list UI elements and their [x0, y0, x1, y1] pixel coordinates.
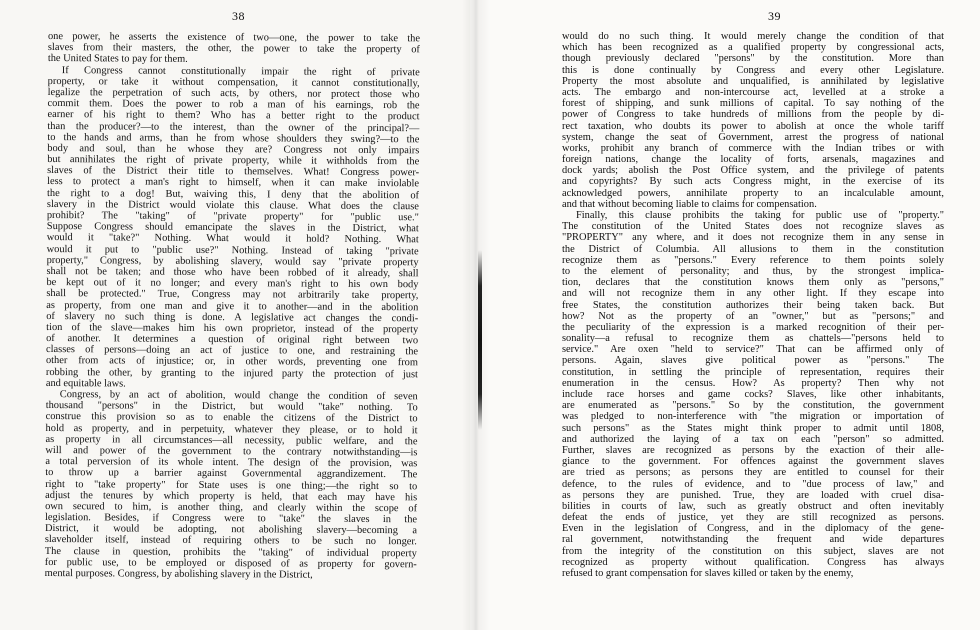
text-line: to the element of personality; and thus, by the strongest implica- — [562, 265, 944, 277]
text-line: enumeration in the census. How? As property? Then why not — [562, 377, 944, 389]
text-line: and equitable laws. — [45, 377, 126, 390]
left-page-text — [45, 31, 420, 581]
text-line: less to protect a man's right to himself, when it can make inviolable — [47, 176, 420, 190]
left-page-number: 38 — [232, 9, 245, 23]
text-line: acknowledged powers, annihilate property to an incalculable amount, — [562, 187, 944, 199]
text-line: Even in the legislation of Congress, and in the diplomacy of the gene- — [562, 523, 944, 535]
text-line: slavery in the District would violate this clause. What does the clause — [46, 198, 419, 213]
text-line: was pledged to non-interference with "the migration or importation of — [562, 411, 944, 423]
text-line: recognized as property without qualification. Congress has always — [562, 556, 944, 568]
text-line: legalize the perpetration of such acts, by others, nor protect those who — [47, 86, 420, 101]
text-line: earner of his right to them? Who has a better right to the product — [47, 109, 420, 123]
text-line: and will not recognize them in any other light. If they escape into — [562, 288, 944, 300]
text-line: own secured to him, is another thing, and clearly within the scope of — [45, 500, 418, 515]
text-line: Further, slaves are recognized as persons by the exaction of their alle- — [562, 444, 944, 456]
text-line: though previously declared "persons" by the constitution. More than — [562, 53, 944, 65]
text-line: to the hands and arms, than he from whose shoulders they swing?—to the — [47, 131, 420, 145]
text-line: service." Are oxen "held to service?" That can be affirmed only of — [562, 344, 944, 356]
text-line: thousand "persons" in the District, but would "take" nothing. To — [45, 400, 418, 414]
text-line: are enumerated as "persons." So by the constitution, the government — [562, 400, 944, 412]
text-line: property, or take it without compensation, it cannot constitutionally, — [47, 75, 420, 90]
text-line: hold as property, and in perpetuity, whatever they please, or to hold it — [45, 422, 418, 436]
text-line: the peculiarity of the expression is a marked recognition of their per- — [562, 321, 944, 333]
spine-shadow — [478, 250, 482, 430]
text-line: giance to the government. For offences against the government slaves — [562, 456, 944, 468]
text-line: as property, from one man and give it to another—and in the abolition — [46, 299, 419, 313]
text-line: a total perversion of its whole intent. The design of the provision, was — [45, 456, 418, 470]
text-line: construe this provision so as to enable the citizens of the District to — [45, 411, 418, 425]
text-line: If Congress cannot constitutionally impair the right of private — [61, 64, 420, 78]
text-line: shall not be taken; and those who have been robbed of it already, shall — [46, 265, 419, 280]
text-line: The clause in question, prohibits the "taking" of individual property — [44, 545, 417, 559]
text-line: The constitution of the United States does not recognize slaves as — [562, 221, 944, 233]
text-line: are tried as persons; as persons they are entitled to counsel for their — [562, 467, 944, 479]
text-line: will and power of the government to the contrary notwithstanding—is — [45, 444, 418, 459]
text-line: power of Congress to take hundreds of millions from the people by di- — [562, 109, 944, 121]
text-line: and copyrights? By such acts Congress might, in the exercise of its — [562, 176, 944, 188]
text-line: defeat the ends of justice, yet they are still recognized as persons. — [562, 512, 944, 524]
left-page — [0, 0, 470, 630]
text-line: works, prohibit any branch of commerce with the Indian tribes or with — [562, 142, 944, 154]
text-line: of another. It determines a question of original right between two — [46, 333, 419, 347]
text-line: the District of Columbia. All allusions to them in the constitution — [562, 243, 944, 255]
text-line: persons. Again, slaves give political power as "persons." The — [562, 355, 944, 367]
text-line: free States, the constitution authorizes their being taken back. But — [562, 299, 944, 311]
text-line: and authorized the laying of a tax on each "person" so admitted. — [562, 433, 944, 445]
text-line: refused to grant compensation for slaves killed or taken by the enemy, — [562, 568, 854, 579]
text-line: body and soul, than he whose they are? Congress not only impairs — [47, 142, 420, 157]
text-line: to throw up a barrier against Governmental aggrandizement. The — [45, 467, 418, 481]
text-line: which has been recognized as a qualified property by congressional acts, — [562, 42, 944, 54]
text-line: commit them. Does the power to rob a man of his earnings, rob the — [47, 98, 420, 112]
text-line: classes of persons—doing an act of justice to one, and restraining the — [46, 344, 419, 358]
text-line: for public use, to be employed or disposed of as property for govern- — [44, 556, 417, 571]
text-line: adjust the tenures by which property is held, that each may have his — [45, 489, 418, 503]
text-line: dock yards; abolish the Post Office system, and the privilege of patents — [562, 165, 944, 177]
text-line: other from acts of injustice; or, in other words, preventing one from — [45, 355, 419, 369]
text-line: rect taxation, who doubts its power to abolish at once the whole tariff — [562, 120, 944, 132]
text-line: acts. The embargo and non-intercourse act, levelled at a stroke a — [562, 86, 944, 98]
text-line: property," Congress, by abolishing slavery, would say "private property — [46, 254, 419, 269]
right-page-text — [562, 31, 944, 579]
text-line: District, it would be adopting, not abolishing slavery—becoming a — [44, 523, 417, 537]
right-page — [470, 0, 980, 630]
text-line: the right to a dog! But, waiving this, I deny that the abolition of — [46, 187, 420, 201]
text-line: than the producer?—to the interest, than the owner of the principal?— — [47, 120, 420, 134]
text-line: robbing the other, by granting to the injured party the protection of just — [45, 366, 418, 380]
text-line: bilities in courts of law, such as greatly obstruct and often inevitably — [562, 500, 944, 512]
text-line: Suppose Congress should emancipate the slaves in the District, what — [46, 221, 419, 235]
text-line: Congress, by an act of abolition, would change the condition of seven — [59, 389, 418, 403]
text-line: shall be protected." True, Congress may not arbitrarily take property, — [46, 288, 419, 302]
text-line: mental purposes. Congress, by abolishing slavery in the District, — [44, 567, 313, 581]
text-line: slaveholder itself, instead of requiring others to be such no longer. — [44, 534, 417, 548]
text-line: how? Not as the property of an "owner," but as "persons;" and — [562, 310, 944, 322]
text-line: Finally, this clause prohibits the taking for public use of "property." — [576, 210, 944, 221]
text-line: as property in all circumstances—all necessity, public welfare, and the — [45, 433, 418, 448]
text-line: tion, declares that the constitution knows them only as "persons," — [562, 277, 944, 289]
text-line: and that without becoming liable to claims for compensation. — [562, 198, 817, 210]
text-line: would do no such thing. It would merely change the condition of that — [562, 31, 944, 42]
text-line: foreign nations, change the locality of forts, arsenals, magazines and — [562, 154, 944, 166]
text-line: "PROPERTY" any where, and it does not recognize them in any sense in — [562, 232, 944, 244]
text-line: the United States to pay for them. — [47, 53, 188, 66]
text-line: defence, to the rules of evidence, and to "due process of law," and — [562, 478, 944, 490]
text-line: sonality—a refusal to recognize them as chattels—"persons held to — [562, 333, 944, 345]
text-line: include race horses and game cocks? Slaves, like other inhabitants, — [562, 389, 944, 400]
text-line: from the integrity of the constitution on this subject, slaves are not — [562, 545, 944, 557]
text-line: recognize them as "persons." Every reference to them points solely — [562, 254, 944, 266]
text-line: would it "take?" Nothing. What would it hold? Nothing. What — [46, 232, 419, 246]
text-line: slaves from their masters, the other, the power to take the property of — [47, 42, 420, 56]
text-line: would it put to "public use?" Nothing. Instead of taking "private — [46, 243, 419, 257]
text-line: slaves of the District their title to themselves. What! Congress power- — [47, 165, 420, 179]
text-line: of slavery no such thing is done. A legislative act changes the condi- — [46, 310, 419, 324]
text-line: be kept out of it no longer; and every man's right to his own body — [46, 277, 419, 291]
right-page-number: 39 — [768, 9, 781, 23]
text-line: such persons" as the States might think proper to admit until 1808, — [562, 422, 944, 434]
text-line: system, change the seat of Government, arrest the progress of national — [562, 131, 944, 143]
text-line: this is done continually by Congress and every other Legislature. — [562, 64, 944, 76]
text-line: as persons they are punished. True, they are loaded with cruel disa- — [562, 489, 944, 501]
text-line: constitution, in settling the principle of representation, requires their — [562, 366, 944, 378]
text-line: forest of shipping, and sunk millions of capital. To say nothing of the — [562, 98, 944, 110]
text-line: ral government, notwithstanding the frequent and wide departures — [562, 534, 944, 546]
text-line: Property the most absolute and unqualified, is annihilated by legislative — [562, 75, 944, 87]
text-line: right to "take property" for State uses is one thing;—the right so to — [45, 478, 418, 492]
text-line: one power, he asserts the existence of two—one, the power to take the — [47, 31, 420, 45]
text-line: tion of the slave—makes him his own proprietor, instead of the property — [46, 321, 419, 336]
text-line: legislation. Besides, if Congress were to "take" the slaves in the — [44, 512, 418, 526]
text-line: prohibit? The "taking" of "private property" for "public use." — [46, 209, 419, 224]
text-line: but annihilates the right of private property, while it withholds from the — [47, 154, 420, 168]
